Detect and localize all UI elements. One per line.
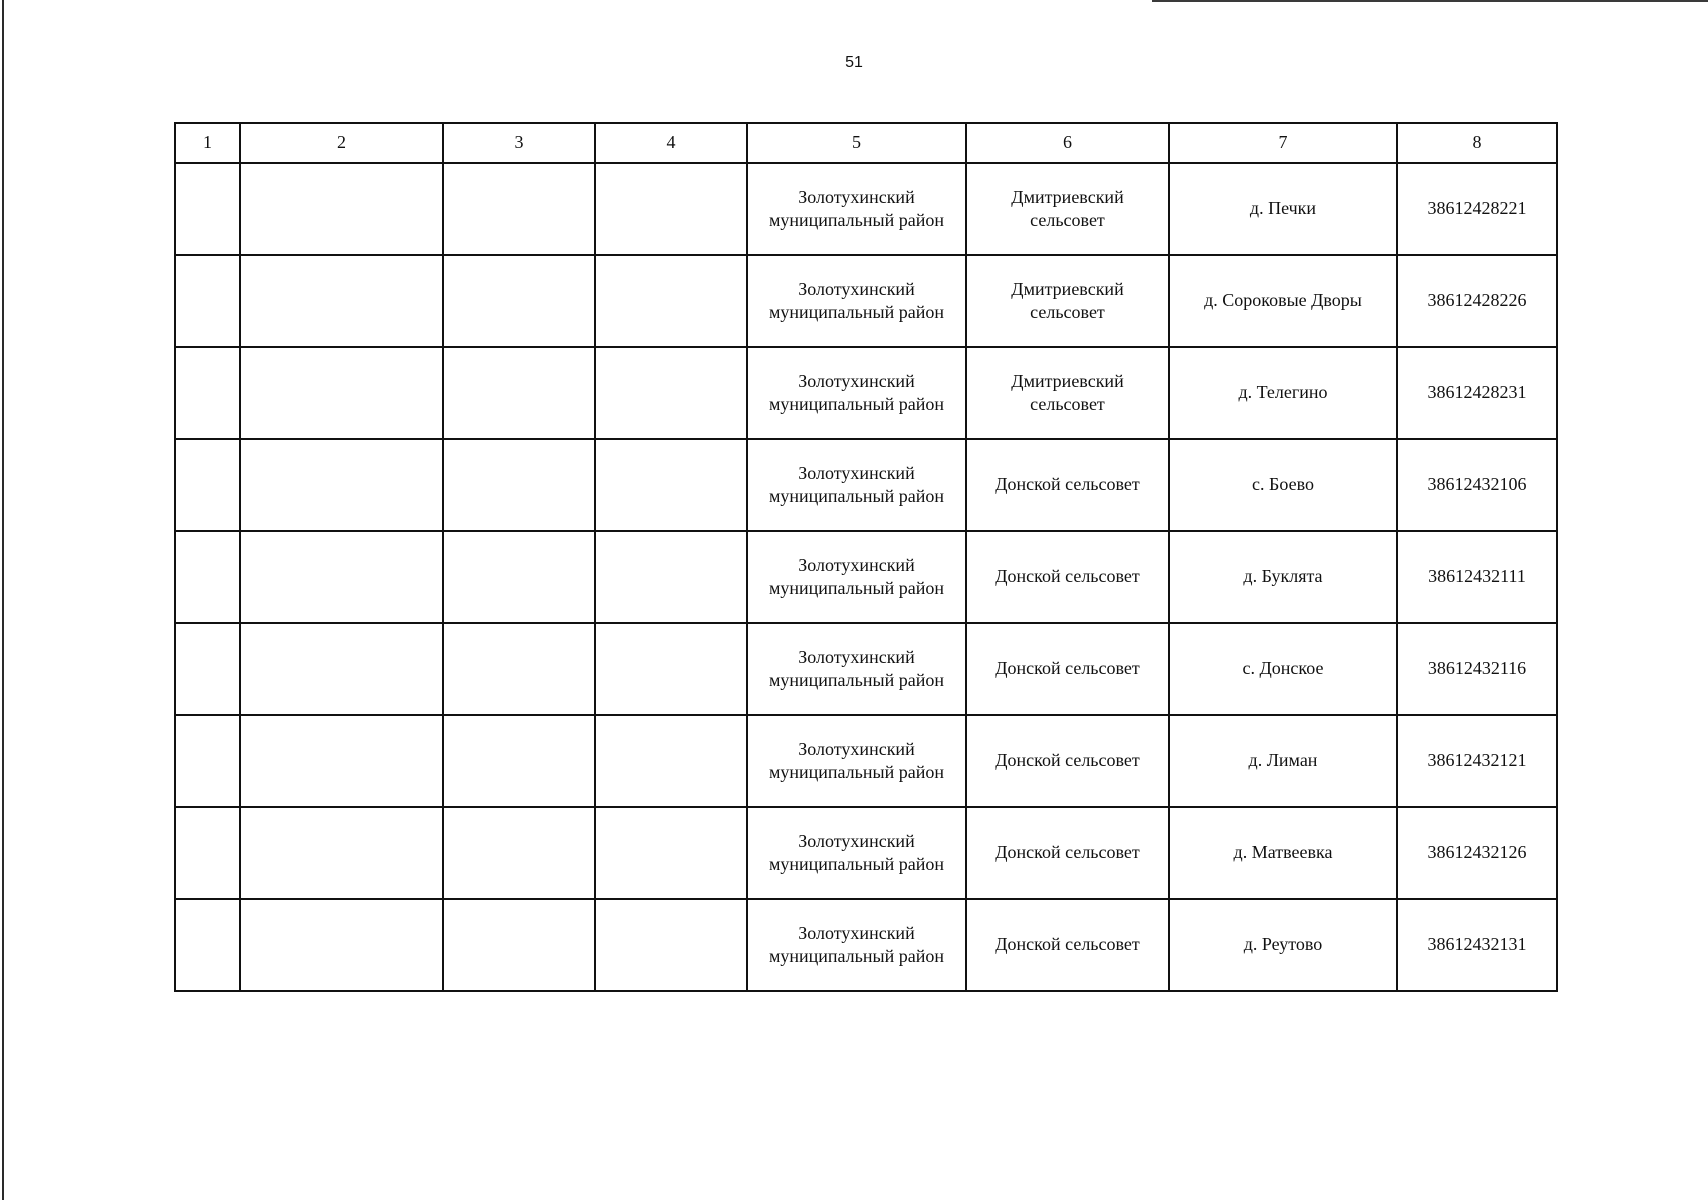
table-row [175, 899, 1557, 991]
column-header: 4 [595, 123, 747, 163]
settlement-cell: д. Матвеевка [1169, 807, 1397, 899]
table-cell [443, 531, 595, 623]
district-cell: Золотухинский муниципальный район [747, 715, 966, 807]
council-cell: Дмитриевский сельсовет [966, 347, 1169, 439]
table-cell [595, 899, 747, 991]
district-cell: Золотухинский муниципальный район [747, 899, 966, 991]
table-row [175, 807, 1557, 899]
settlement-cell: с. Донское [1169, 623, 1397, 715]
settlement-cell: д. Сороковые Дворы [1169, 255, 1397, 347]
table-cell [595, 439, 747, 531]
settlements-table [174, 122, 1558, 992]
table-row [175, 255, 1557, 347]
district-cell: Золотухинский муниципальный район [747, 623, 966, 715]
column-header: 8 [1397, 123, 1557, 163]
table-cell [443, 255, 595, 347]
table-cell [443, 163, 595, 255]
table-cell [175, 439, 240, 531]
table-cell [175, 347, 240, 439]
council-cell: Донской сельсовет [966, 439, 1169, 531]
table-row [175, 715, 1557, 807]
table-cell [175, 531, 240, 623]
council-cell: Донской сельсовет [966, 623, 1169, 715]
table-row [175, 439, 1557, 531]
settlement-cell: д. Телегино [1169, 347, 1397, 439]
code-cell: 38612428231 [1397, 347, 1557, 439]
table-cell [240, 163, 443, 255]
code-cell: 38612432116 [1397, 623, 1557, 715]
table-cell [443, 347, 595, 439]
table-cell [595, 715, 747, 807]
council-cell: Донской сельсовет [966, 715, 1169, 807]
code-cell: 38612428221 [1397, 163, 1557, 255]
table-cell [595, 163, 747, 255]
table-cell [595, 347, 747, 439]
table-row [175, 347, 1557, 439]
table-cell [175, 623, 240, 715]
table-cell [240, 531, 443, 623]
code-cell: 38612432126 [1397, 807, 1557, 899]
table-row [175, 623, 1557, 715]
district-cell: Золотухинский муниципальный район [747, 255, 966, 347]
table-cell [595, 623, 747, 715]
district-cell: Золотухинский муниципальный район [747, 807, 966, 899]
code-cell: 38612432131 [1397, 899, 1557, 991]
council-cell: Донской сельсовет [966, 899, 1169, 991]
page-number: 51 [845, 54, 863, 71]
table-cell [240, 347, 443, 439]
table-cell [175, 807, 240, 899]
table-cell [595, 255, 747, 347]
table-cell [240, 255, 443, 347]
table-row [175, 163, 1557, 255]
table-cell [443, 439, 595, 531]
settlement-cell: д. Лиман [1169, 715, 1397, 807]
table-cell [240, 439, 443, 531]
column-header: 6 [966, 123, 1169, 163]
table-header-row [175, 123, 1557, 163]
table-cell [595, 807, 747, 899]
table-cell [175, 163, 240, 255]
settlement-cell: с. Боево [1169, 439, 1397, 531]
settlement-cell: д. Печки [1169, 163, 1397, 255]
district-cell: Золотухинский муниципальный район [747, 439, 966, 531]
council-cell: Донской сельсовет [966, 531, 1169, 623]
table-row [175, 531, 1557, 623]
district-cell: Золотухинский муниципальный район [747, 347, 966, 439]
scan-left-edge [2, 0, 4, 1200]
table-cell [175, 715, 240, 807]
table-cell [240, 623, 443, 715]
code-cell: 38612432111 [1397, 531, 1557, 623]
council-cell: Дмитриевский сельсовет [966, 255, 1169, 347]
table-cell [240, 715, 443, 807]
table-cell [175, 255, 240, 347]
code-cell: 38612428226 [1397, 255, 1557, 347]
code-cell: 38612432121 [1397, 715, 1557, 807]
table-cell [595, 531, 747, 623]
table-cell [175, 899, 240, 991]
column-header: 5 [747, 123, 966, 163]
column-header: 7 [1169, 123, 1397, 163]
settlement-cell: д. Реутово [1169, 899, 1397, 991]
column-header: 3 [443, 123, 595, 163]
table-cell [240, 807, 443, 899]
council-cell: Донской сельсовет [966, 807, 1169, 899]
district-cell: Золотухинский муниципальный район [747, 531, 966, 623]
table-cell [443, 715, 595, 807]
table-cell [240, 899, 443, 991]
code-cell: 38612432106 [1397, 439, 1557, 531]
scan-top-edge [1152, 0, 1708, 2]
table-cell [443, 623, 595, 715]
settlement-cell: д. Буклята [1169, 531, 1397, 623]
column-header: 2 [240, 123, 443, 163]
table-cell [443, 807, 595, 899]
council-cell: Дмитриевский сельсовет [966, 163, 1169, 255]
column-header: 1 [175, 123, 240, 163]
district-cell: Золотухинский муниципальный район [747, 163, 966, 255]
table-cell [443, 899, 595, 991]
